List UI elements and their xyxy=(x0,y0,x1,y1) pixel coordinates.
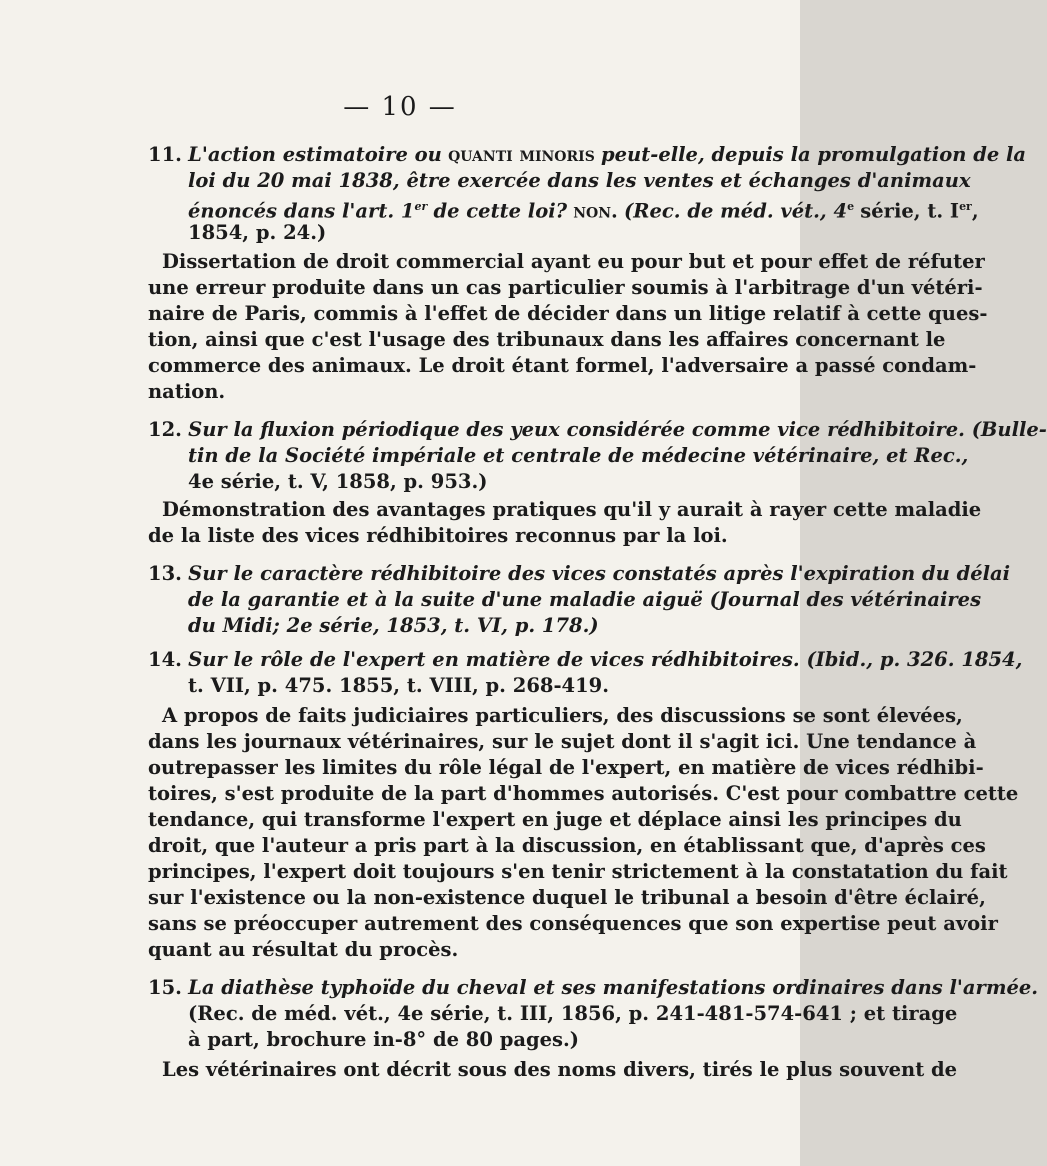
entry-title: du Midi; 2e série, 1853, t. VI, p. 178.) xyxy=(188,614,599,637)
entry-title: loi du 20 mai 1838, être exercée dans les ventes et échanges d'animaux xyxy=(188,169,971,192)
entry-body-line: tendance, qui transforme l'expert en juge et déplace ainsi les principes du xyxy=(148,808,962,831)
entry-body-line: une erreur produite dans un cas particulier soumis à l'arbitrage d'un vétéri- xyxy=(148,276,983,299)
entry-title: 11. L'action estimatoire ou quanti minoris peut-elle, depuis la promulgation de la xyxy=(148,143,1027,166)
entry-title: tin de la Société impériale et centrale de médecine vétérinaire, et Rec., xyxy=(188,444,969,467)
entry-body-line: Démonstration des avantages pratiques qu'il y aurait à rayer cette maladie xyxy=(162,498,982,521)
entry-body-line: commerce des animaux. Le droit étant formel, l'adversaire a passé condam- xyxy=(148,354,977,377)
entry-title: 15. La diathèse typhoïde du cheval et ses manifestations ordinaires dans l'armée. xyxy=(148,976,1039,999)
entry-title: t. VII, p. 475. 1855, t. VIII, p. 268-419. xyxy=(188,674,610,697)
entry-title: 14. Sur le rôle de l'expert en matière de vices rédhibitoires. (Ibid., p. 326. 1854, xyxy=(148,648,1023,671)
entry-body-line: Les vétérinaires ont décrit sous des noms divers, tirés le plus souvent de xyxy=(162,1058,958,1081)
entry-title: 1854, p. 24.) xyxy=(188,221,327,244)
entry-title: énoncés dans l'art. 1er de cette loi? non. (Rec. de méd. vét., 4e série, t. Ier, xyxy=(188,199,979,223)
entry-title: 4e série, t. V, 1858, p. 953.) xyxy=(188,470,488,493)
entry-title: (Rec. de méd. vét., 4e série, t. III, 1856, p. 241-481-574-641 ; et tirage xyxy=(188,1002,958,1025)
entry-body-line: dans les journaux vétérinaires, sur le sujet dont il s'agit ici. Une tendance à xyxy=(148,730,977,753)
entry-body-line: outrepasser les limites du rôle légal de l'expert, en matière de vices rédhibi- xyxy=(148,756,984,779)
entry-number: 12. xyxy=(148,418,182,441)
entry-body-line: sur l'existence ou la non-existence duquel le tribunal a besoin d'être éclairé, xyxy=(148,886,986,909)
page-number: — 10 — xyxy=(343,92,457,122)
entry-body-line: nation. xyxy=(148,380,226,403)
entry-title: à part, brochure in-8° de 80 pages.) xyxy=(188,1028,580,1051)
entry-title: 12. Sur la fluxion périodique des yeux considérée comme vice rédhibitoire. (Bulle- xyxy=(148,418,1047,441)
entry-body-line: de la liste des vices rédhibitoires reconnus par la loi. xyxy=(148,524,728,547)
entry-number: 15. xyxy=(148,976,182,999)
entry-title: de la garantie et à la suite d'une maladie aiguë (Journal des vétérinaires xyxy=(188,588,982,611)
entry-body-line: A propos de faits judiciaires particuliers, des discussions se sont élevées, xyxy=(162,704,963,727)
entry-body-line: tion, ainsi que c'est l'usage des tribunaux dans les affaires concernant le xyxy=(148,328,946,351)
entry-number: 14. xyxy=(148,648,182,671)
entry-body-line: principes, l'expert doit toujours s'en tenir strictement à la constatation du fait xyxy=(148,860,1008,883)
entry-body-line: naire de Paris, commis à l'effet de décider dans un litige relatif à cette ques- xyxy=(148,302,988,325)
entry-body-line: toires, s'est produite de la part d'hommes autorisés. C'est pour combattre cette xyxy=(148,782,1019,805)
entry-body-line: quant au résultat du procès. xyxy=(148,938,459,961)
entry-body-line: sans se préoccuper autrement des conséquences que son expertise peut avoir xyxy=(148,912,998,935)
entry-number: 13. xyxy=(148,562,182,585)
entry-title: 13. Sur le caractère rédhibitoire des vices constatés après l'expiration du délai xyxy=(148,562,1011,585)
entry-body-line: Dissertation de droit commercial ayant eu pour but et pour effet de réfuter xyxy=(162,250,985,273)
entry-number: 11. xyxy=(148,143,182,166)
entry-body-line: droit, que l'auteur a pris part à la discussion, en établissant que, d'après ces xyxy=(148,834,986,857)
